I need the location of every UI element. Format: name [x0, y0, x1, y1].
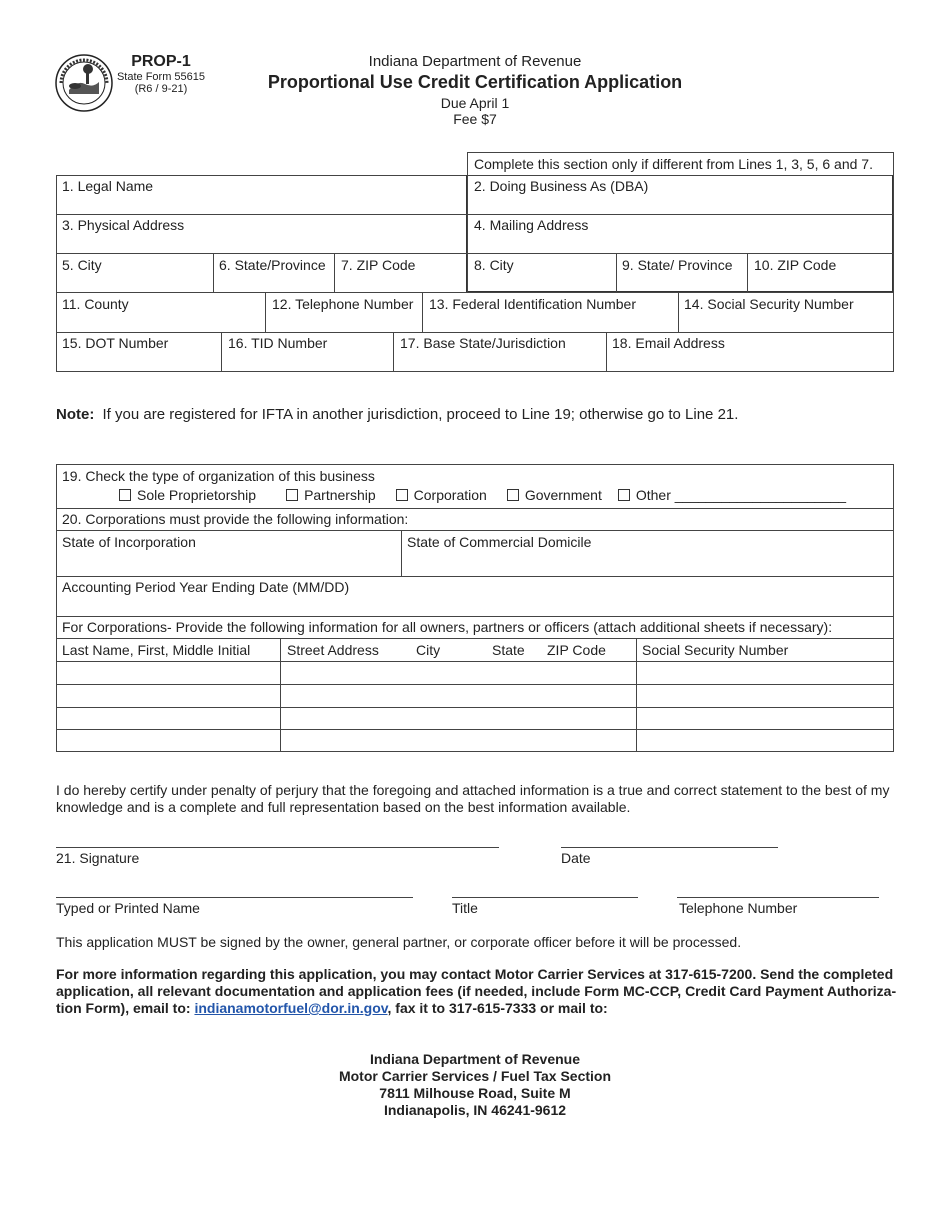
checkbox-icon[interactable] — [507, 489, 519, 501]
table-row[interactable] — [57, 685, 893, 707]
checkbox-icon[interactable] — [396, 489, 408, 501]
title-label: Title — [452, 900, 478, 916]
telephone-field[interactable]: 12. Telephone Number — [272, 296, 414, 312]
physical-address-field[interactable]: 3. Physical Address — [62, 217, 185, 233]
note-text: If you are registered for IFTA in another jurisdiction, proceed to Line 19; otherwise go to Line 21. — [102, 406, 739, 423]
col-street: Street Address — [287, 642, 379, 658]
col-name: Last Name, First, Middle Initial — [62, 642, 251, 658]
address-line-4: Indianapolis, IN 46241-9612 — [383, 1102, 567, 1118]
state-domicile-field[interactable]: State of Commercial Domicile — [407, 534, 592, 550]
dba-field[interactable]: 2. Doing Business As (DBA) — [474, 178, 649, 194]
address-line-3: 7811 Milhouse Road, Suite M — [379, 1085, 571, 1101]
org-type-options — [119, 487, 846, 505]
mailing-state-province-field[interactable]: 9. State/ Province — [622, 257, 733, 273]
due-date: Due April 1 — [440, 95, 510, 111]
dba-note-cell: Complete this section only if different from Lines 1, 3, 5, 6 and 7. — [467, 152, 894, 176]
printed-name-line[interactable] — [56, 897, 413, 898]
telephone-label: Telephone Number — [679, 900, 798, 916]
certification-text: I do hereby certify under penalty of perjury that the foregoing and attached information is a true and correct statement to the best of my knowledge and is a complete and full representation based on the best information available. — [56, 782, 890, 815]
signature-line[interactable] — [56, 847, 499, 848]
title-line[interactable] — [452, 897, 638, 898]
base-state-field[interactable]: 17. Base State/Jurisdiction — [400, 335, 566, 351]
option-sole-proprietorship[interactable]: Sole Proprietorship — [119, 487, 256, 503]
fee: Fee $7 — [453, 111, 497, 127]
table-row[interactable] — [57, 662, 893, 684]
date-line[interactable] — [561, 847, 778, 848]
city-field[interactable]: 5. City — [62, 257, 102, 273]
printed-name-label: Typed or Printed Name — [56, 900, 200, 916]
option-other[interactable]: Other ______________________ — [618, 487, 846, 503]
mailing-address-field[interactable]: 4. Mailing Address — [474, 217, 589, 233]
other-blank[interactable]: ______________________ — [674, 487, 847, 503]
checkbox-icon[interactable] — [618, 489, 630, 501]
mailing-address — [200, 1051, 750, 1119]
col-state: State — [492, 642, 525, 658]
col-city: City — [416, 642, 441, 658]
note-label: Note: — [56, 406, 95, 423]
corp-info-title: 20. Corporations must provide the following information: — [62, 511, 409, 527]
department-name: Indiana Department of Revenue — [368, 53, 582, 70]
email-link[interactable]: indianamotorfuel@dor.in.gov — [194, 1000, 388, 1016]
col-ssn: Social Security Number — [642, 642, 789, 658]
state-province-field[interactable]: 6. State/Province — [219, 257, 326, 273]
zip-code-field[interactable]: 7. ZIP Code — [341, 257, 416, 273]
ifta-note — [56, 406, 738, 423]
ssn-field[interactable]: 14. Social Security Number — [684, 296, 854, 312]
email-address-field[interactable]: 18. Email Address — [612, 335, 725, 351]
state-form-number: State Form 55615 — [116, 71, 206, 83]
accounting-period-field[interactable]: Accounting Period Year Ending Date (MM/DD) — [62, 579, 350, 595]
table-row[interactable] — [57, 708, 893, 729]
option-government[interactable]: Government — [507, 487, 602, 503]
option-corporation[interactable]: Corporation — [396, 487, 487, 503]
table-row[interactable] — [57, 730, 893, 751]
checkbox-icon[interactable] — [286, 489, 298, 501]
must-sign-notice: This application MUST be signed by the owner, general partner, or corporate officer before it will be processed. — [56, 934, 742, 950]
form-revision: (R6 / 9-21) — [134, 83, 188, 95]
fein-field[interactable]: 13. Federal Identification Number — [429, 296, 636, 312]
telephone-line[interactable] — [677, 897, 879, 898]
org-type-title: 19. Check the type of organization of this business — [62, 468, 375, 484]
col-zip: ZIP Code — [547, 642, 606, 658]
option-partnership[interactable]: Partnership — [286, 487, 376, 503]
checkbox-icon[interactable] — [119, 489, 131, 501]
dot-number-field[interactable]: 15. DOT Number — [62, 335, 169, 351]
mailing-city-field[interactable]: 8. City — [474, 257, 514, 273]
owners-note: For Corporations- Provide the following information for all owners, partners or officers (attach additional sheets if necessary): — [62, 619, 833, 635]
date-label: Date — [561, 850, 591, 866]
address-line-1: Indiana Department of Revenue — [369, 1051, 581, 1067]
contact-info: For more information regarding this application, you may contact Motor Carrier Services at 317-615-7200. Send the completed application, all relevant documentation and application fees (if needed, include Form MC-CCP, Credit Card Payment Authoriza-tion Form), email to: indianamotorfuel@dor.in.gov, fax it to 317-615-7333 or mail to: — [56, 966, 897, 1016]
mailing-zip-code-field[interactable]: 10. ZIP Code — [754, 257, 837, 273]
state-incorporation-field[interactable]: State of Incorporation — [62, 534, 196, 550]
legal-name-field[interactable]: 1. Legal Name — [62, 178, 154, 194]
signature-label: 21. Signature — [56, 850, 140, 866]
form-code: PROP-1 — [131, 53, 191, 70]
county-field[interactable]: 11. County — [62, 296, 129, 312]
tid-number-field[interactable]: 16. TID Number — [228, 335, 328, 351]
address-line-2: Motor Carrier Services / Fuel Tax Section — [338, 1068, 612, 1084]
page-title: Proportional Use Credit Certification Application — [267, 72, 683, 92]
state-seal-icon — [55, 54, 113, 112]
